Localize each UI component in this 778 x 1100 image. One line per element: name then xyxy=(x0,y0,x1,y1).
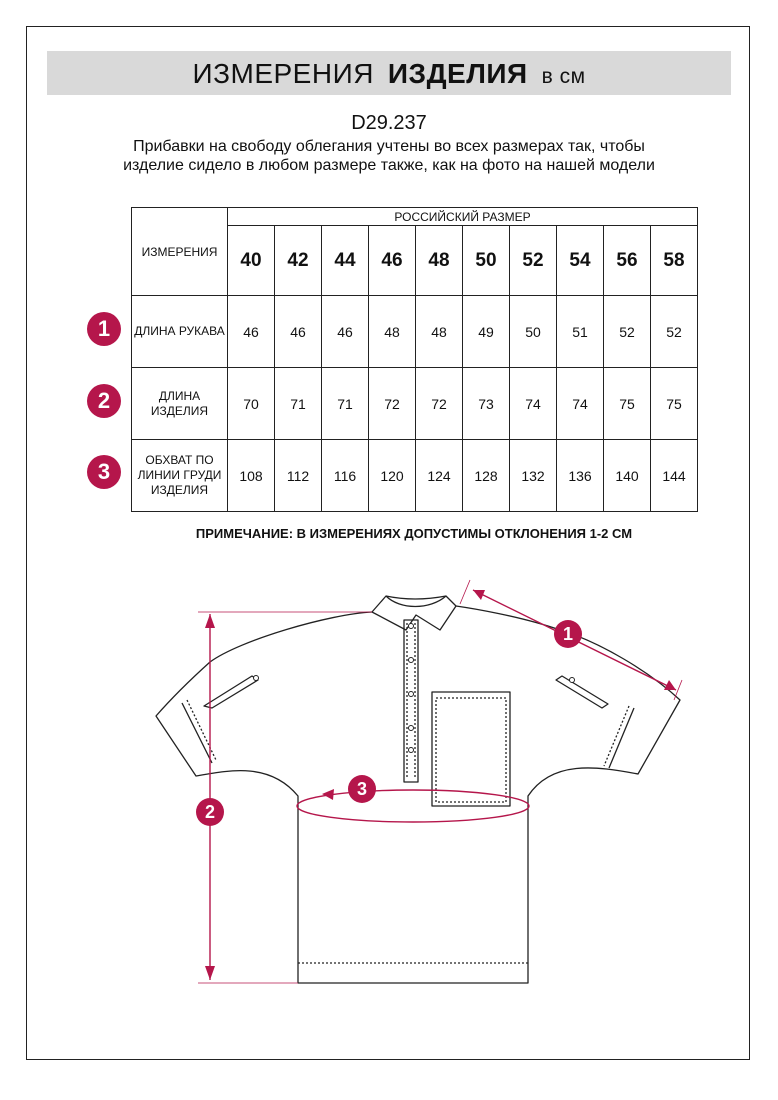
row-number-badge: 1 xyxy=(87,312,121,346)
measure-value: 144 xyxy=(651,440,698,512)
measure-label: ОБХВАТ ПО ЛИНИИ ГРУДИ ИЗДЕЛИЯ xyxy=(132,440,228,512)
size-header-cell: 58 xyxy=(651,226,698,296)
measure-value: 72 xyxy=(416,368,463,440)
sleeve-marker-label: 1 xyxy=(562,624,574,644)
measure-value: 74 xyxy=(557,368,604,440)
left-sleeve-tab xyxy=(204,676,258,708)
page-title xyxy=(47,54,731,94)
table-row xyxy=(132,296,698,368)
measure-value: 46 xyxy=(322,296,369,368)
measure-value: 70 xyxy=(228,368,275,440)
measure-value: 140 xyxy=(604,440,651,512)
measure-value: 46 xyxy=(228,296,275,368)
measure-value: 71 xyxy=(275,368,322,440)
placket xyxy=(404,620,418,782)
measure-value: 124 xyxy=(416,440,463,512)
size-header-cell: 54 xyxy=(557,226,604,296)
tab-button-icon xyxy=(570,678,575,683)
size-header-cell: 48 xyxy=(416,226,463,296)
table-row xyxy=(132,368,698,440)
measure-value: 72 xyxy=(369,368,416,440)
measure-value: 128 xyxy=(463,440,510,512)
measure-value: 112 xyxy=(275,440,322,512)
measure-value: 48 xyxy=(416,296,463,368)
measure-value: 71 xyxy=(322,368,369,440)
button-icon xyxy=(409,692,414,697)
left-cuff-seam xyxy=(182,703,212,763)
size-header-cell: 42 xyxy=(275,226,322,296)
measure-value: 108 xyxy=(228,440,275,512)
description-text: Прибавки на свободу облегания учтены во всех размерах так, чтобы изделие сидело в любом размере также, как на фото на нашей модели xyxy=(123,138,655,174)
collar xyxy=(372,596,456,630)
chest-pocket xyxy=(432,692,510,806)
row-number-badge: 2 xyxy=(87,384,121,418)
table-row xyxy=(132,440,698,512)
size-system-header: РОССИЙСКИЙ РАЗМЕР xyxy=(228,208,698,226)
measure-value: 132 xyxy=(510,440,557,512)
measure-value: 73 xyxy=(463,368,510,440)
button-icon xyxy=(409,726,414,731)
measure-value: 52 xyxy=(651,296,698,368)
measure-label: ДЛИНА РУКАВА xyxy=(132,296,228,368)
article-code: D29.237 xyxy=(351,112,427,134)
measure-value: 49 xyxy=(463,296,510,368)
title-part-2: ИЗДЕЛИЯ xyxy=(387,58,528,89)
size-header-cell: 40 xyxy=(228,226,275,296)
garment-diagram xyxy=(0,560,778,1000)
size-header-cell: 52 xyxy=(510,226,557,296)
measure-value: 75 xyxy=(651,368,698,440)
measure-value: 46 xyxy=(275,296,322,368)
measure-value: 116 xyxy=(322,440,369,512)
measure-value: 74 xyxy=(510,368,557,440)
title-unit: в см xyxy=(541,65,586,88)
right-cuff-stitch xyxy=(604,706,629,766)
remark-text: ПРИМЕЧАНИЕ: В ИЗМЕРЕНИЯХ ДОПУСТИМЫ ОТКЛОНЕНИЯ 1-2 СМ xyxy=(195,526,633,541)
button-icon xyxy=(409,748,414,753)
size-header-cell: 44 xyxy=(322,226,369,296)
measure-value: 120 xyxy=(369,440,416,512)
measure-value: 51 xyxy=(557,296,604,368)
size-table xyxy=(131,207,698,512)
size-header-cell: 46 xyxy=(369,226,416,296)
right-cuff-seam xyxy=(609,708,634,768)
row-number-badge: 3 xyxy=(87,455,121,489)
button-icon xyxy=(409,658,414,663)
right-sleeve-tab xyxy=(556,676,608,708)
button-icon xyxy=(409,624,414,629)
measure-value: 75 xyxy=(604,368,651,440)
title-part-1: ИЗМЕРЕНИЯ xyxy=(192,58,374,89)
size-header-cell: 50 xyxy=(463,226,510,296)
size-header-cell: 56 xyxy=(604,226,651,296)
tab-button-icon xyxy=(254,676,259,681)
measure-header: ИЗМЕРЕНИЯ xyxy=(132,208,228,296)
measure-label: ДЛИНА ИЗДЕЛИЯ xyxy=(132,368,228,440)
measure-value: 48 xyxy=(369,296,416,368)
measure-value: 52 xyxy=(604,296,651,368)
left-cuff-stitch xyxy=(187,700,216,760)
chest-marker-label: 3 xyxy=(356,779,368,799)
length-marker-label: 2 xyxy=(204,802,216,822)
measure-value: 136 xyxy=(557,440,604,512)
measure-value: 50 xyxy=(510,296,557,368)
